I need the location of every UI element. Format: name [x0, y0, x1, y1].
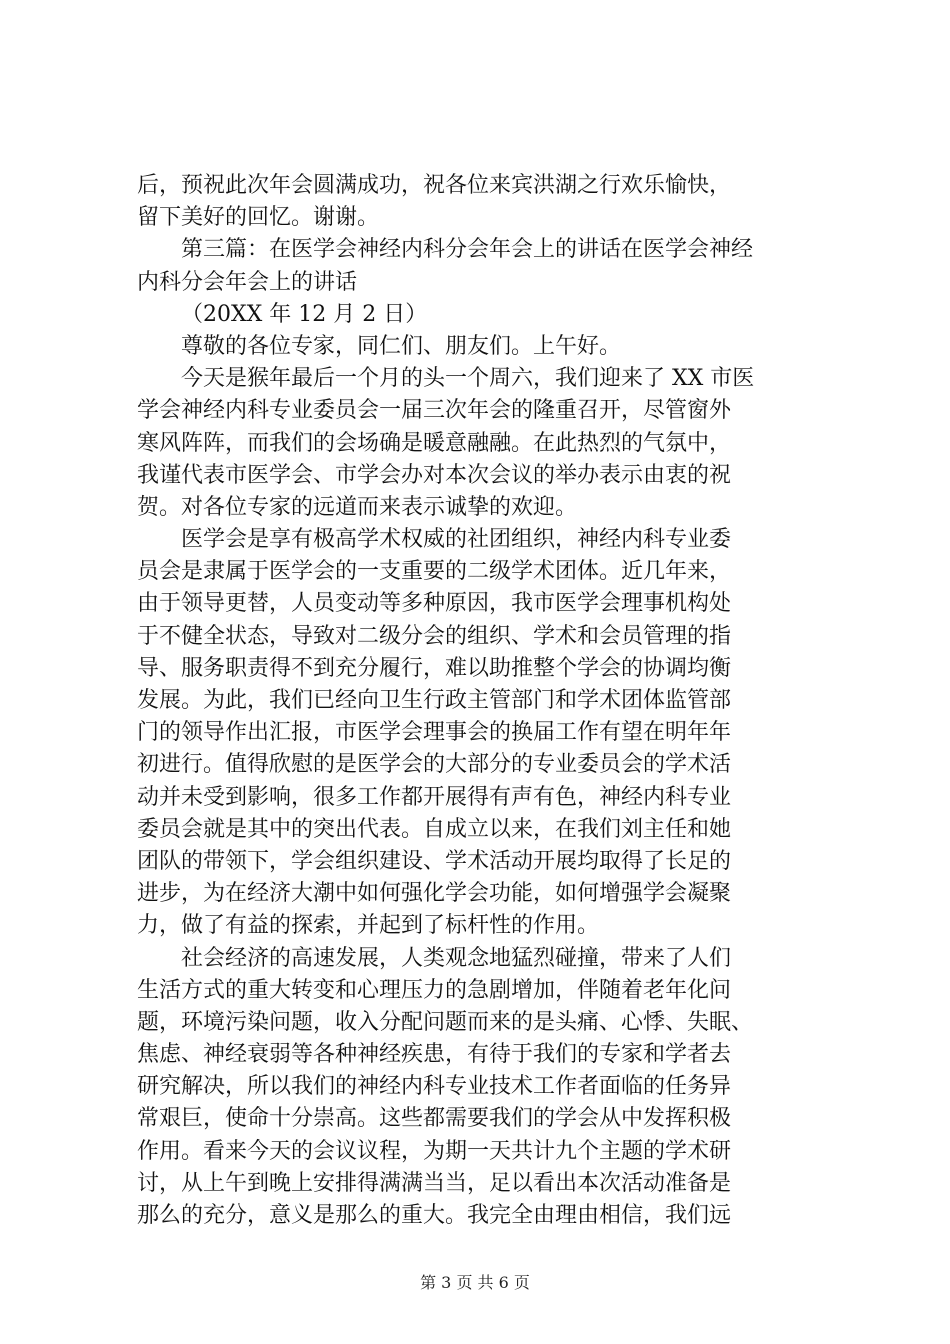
text-line: 动并未受到影响，很多工作都开展得有声有色，神经内科专业	[137, 784, 732, 810]
text-line: 委员会就是其中的突出代表。自成立以来，在我们刘主任和她	[137, 816, 732, 842]
text-line: 社会经济的高速发展，人类观念地猛烈碰撞，带来了人们	[181, 945, 732, 971]
text-line: 生活方式的重大转变和心理压力的急剧增加，伴随着老年化问	[137, 977, 732, 1003]
text-line: 留下美好的回忆。谢谢。	[137, 205, 380, 231]
text-line: 于不健全状态，导致对二级分会的组织、学术和会员管理的指	[137, 623, 732, 649]
section-heading-continued: 内科分会年会上的讲话	[137, 269, 358, 295]
text-line: 讨，从上午到晚上安排得满满当当，足以看出本次活动准备是	[137, 1170, 732, 1196]
text-line: 题，环境污染问题，收入分配问题而来的是头痛、心悸、失眠、	[137, 1009, 754, 1035]
text-line: 团队的带领下，学会组织建设、学术活动开展均取得了长足的	[137, 848, 732, 874]
text-line: 发展。为此，我们已经向卫生行政主管部门和学术团体监管部	[137, 688, 732, 713]
text-line: 寒风阵阵，而我们的会场确是暖意融融。在此热烈的气氛中，	[137, 430, 732, 456]
text-line: 焦虑、神经衰弱等各种神经疾患，有待于我们的专家和学者去	[137, 1042, 732, 1068]
text-line: 员会是隶属于医学会的一支重要的二级学术团体。近几年来，	[137, 559, 732, 585]
text-line: 我谨代表市医学会、市学会办对本次会议的举办表示由衷的祝	[137, 462, 732, 488]
text-line: 常艰巨，使命十分崇高。这些都需要我们的学会从中发挥积极	[137, 1106, 732, 1132]
text-line: 进步，为在经济大潮中如何强化学会功能，如何增强学会凝聚	[137, 881, 732, 907]
page-number: 第 3 页 共 6 页	[420, 1273, 530, 1292]
salutation: 尊敬的各位专家，同仁们、朋友们。上午好。	[181, 333, 622, 359]
text-line: 今天是猴年最后一个月的头一个周六，我们迎来了 XX 市医	[181, 366, 755, 392]
text-line: 由于领导更替，人员变动等多种原因，我市医学会理事机构处	[137, 591, 732, 617]
page-footer	[0, 1273, 950, 1293]
text-line: 研究解决，所以我们的神经内科专业技术工作者面临的任务异	[137, 1074, 732, 1100]
speech-date: （20XX 年 12 月 2 日）	[181, 301, 428, 327]
text-line: 后，预祝此次年会圆满成功，祝各位来宾洪湖之行欢乐愉快，	[137, 173, 732, 198]
text-line: 那么的充分，意义是那么的重大。我完全由理由相信，我们远	[137, 1203, 732, 1228]
text-line: 作用。看来今天的会议议程，为期一天共计九个主题的学术研	[137, 1138, 732, 1164]
text-line: 初进行。值得欣慰的是医学会的大部分的专业委员会的学术活	[137, 752, 732, 778]
text-line: 力，做了有益的探索，并起到了标杆性的作用。	[137, 913, 600, 939]
section-heading: 第三篇：在医学会神经内科分会年会上的讲话在医学会神经	[181, 237, 754, 263]
text-line: 门的领导作出汇报，市医学会理事会的换届工作有望在明年年	[137, 720, 732, 746]
text-line: 贺。对各位专家的远道而来表示诚挚的欢迎。	[137, 494, 578, 520]
text-line: 学会神经内科专业委员会一届三次年会的隆重召开，尽管窗外	[137, 398, 732, 424]
text-line: 导、服务职责得不到充分履行，难以助推整个学会的协调均衡	[137, 655, 732, 681]
document-body	[137, 170, 827, 1232]
text-line: 医学会是享有极高学术权威的社团组织，神经内科专业委	[181, 527, 732, 553]
